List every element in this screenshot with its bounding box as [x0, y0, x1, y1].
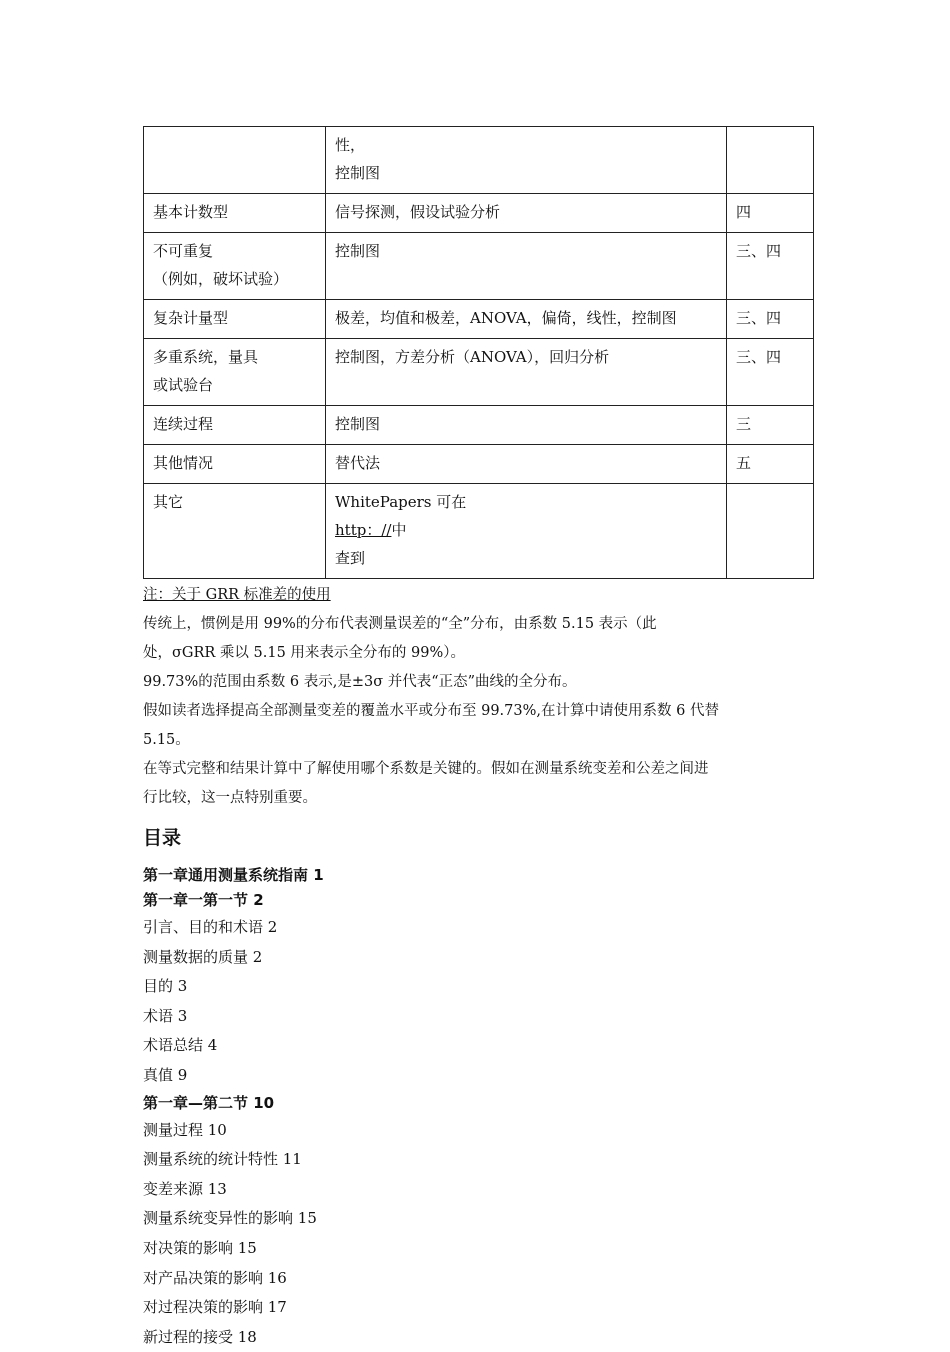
table-cell: [326, 484, 727, 579]
toc-entry[interactable]: 新过程的接受 18: [143, 1327, 257, 1346]
cell-text: [153, 131, 316, 159]
table-cell: [144, 233, 326, 300]
table-cell: [727, 445, 814, 484]
cell-text: 查到: [335, 549, 366, 567]
cell-text: 三、四: [736, 309, 782, 327]
cell-text: 性，: [335, 136, 366, 154]
toc-entry[interactable]: 测量数据的质量 2: [143, 947, 263, 966]
notes-line: 在等式完整和结果计算中了解使用哪个系数是关键的。假如在测量系统变差和公差之间进: [143, 761, 709, 777]
table-cell: [144, 406, 326, 445]
notes-line: 99.73%的范围由系数 6 表示,是±3σ 并代表“正态”曲线的全分布。: [143, 674, 577, 690]
toc-entry[interactable]: 变差来源 13: [143, 1179, 227, 1198]
table-of-contents: [143, 863, 813, 1352]
notes-line: 5.15。: [143, 732, 190, 748]
table-cell: [326, 127, 727, 194]
cell-text: 四: [736, 203, 752, 221]
table-row: [144, 233, 814, 300]
cell-text: 信号探测，假设试验分析: [335, 203, 501, 221]
whitepapers-link[interactable]: http：//: [335, 521, 392, 539]
cell-text: 复杂计量型: [153, 309, 229, 327]
table-row: [144, 339, 814, 406]
table-row: [144, 484, 814, 579]
table-cell: [144, 127, 326, 194]
table-cell: [144, 484, 326, 579]
cell-text: 控制图: [335, 164, 381, 182]
cell-text: 极差，均值和极差，ANOVA，偏倚，线性，控制图: [335, 309, 677, 327]
table-cell: [727, 127, 814, 194]
toc-entry[interactable]: 对过程决策的影响 17: [143, 1298, 287, 1317]
toc-entry[interactable]: 目的 3: [143, 977, 188, 996]
cell-text: 三、四: [736, 242, 782, 260]
document-page: [143, 126, 813, 1352]
toc-entry[interactable]: 对决策的影响 15: [143, 1238, 257, 1257]
table-cell: [727, 300, 814, 339]
toc-entry[interactable]: 真值 9: [143, 1065, 188, 1084]
table-cell: [326, 445, 727, 484]
table-cell: [144, 300, 326, 339]
methods-table-body: [144, 127, 814, 579]
cell-text: 连续过程: [153, 415, 214, 433]
link-suffix: 中: [391, 521, 407, 539]
cell-text: 多重系统，量具: [153, 348, 259, 366]
grr-notes: [143, 581, 813, 813]
cell-text: 替代法: [335, 454, 381, 472]
table-cell: [727, 194, 814, 233]
table-cell: [727, 339, 814, 406]
cell-text: 不可重复: [153, 242, 214, 260]
toc-entry[interactable]: 术语 3: [143, 1006, 188, 1025]
cell-text: [736, 131, 804, 159]
notes-line: 传统上，惯例是用 99%的分布代表测量误差的“全”分布，由系数 5.15 表示（此: [143, 616, 657, 632]
cell-text: 其他情况: [153, 454, 214, 472]
cell-text: WhitePapers 可在: [335, 493, 467, 511]
cell-text: 三、四: [736, 348, 782, 366]
cell-text: 或试验台: [153, 376, 214, 394]
toc-entry[interactable]: 对产品决策的影响 16: [143, 1268, 287, 1287]
toc-entry[interactable]: 测量系统变异性的影响 15: [143, 1209, 317, 1228]
table-cell: [326, 300, 727, 339]
cell-text: 五: [736, 454, 752, 472]
cell-text: [335, 516, 717, 544]
table-cell: [144, 194, 326, 233]
table-cell: [727, 484, 814, 579]
toc-entry[interactable]: 引言、目的和术语 2: [143, 918, 278, 936]
cell-text: 控制图: [335, 415, 381, 433]
table-cell: [326, 406, 727, 445]
table-cell: [326, 194, 727, 233]
notes-line: 假如读者选择提高全部测量变差的覆盖水平或分布至 99.73%,在计算中请使用系数 6 代替: [143, 703, 719, 719]
table-row: [144, 445, 814, 484]
notes-heading: 注：关于 GRR 标准差的使用: [143, 587, 331, 603]
table-cell: [727, 406, 814, 445]
cell-text: 基本计数型: [153, 203, 229, 221]
toc-entry[interactable]: 测量过程 10: [143, 1120, 227, 1139]
table-row: [144, 406, 814, 445]
cell-text: 控制图: [335, 242, 381, 260]
cell-text: （例如，破坏试验）: [153, 270, 289, 288]
cell-text: [736, 488, 804, 516]
toc-chapter-heading[interactable]: 第一章通用测量系统指南 1: [143, 866, 324, 884]
toc-chapter-heading[interactable]: 第一章一第一节 2: [143, 891, 264, 909]
table-row: [144, 300, 814, 339]
table-cell: [144, 445, 326, 484]
table-row: [144, 194, 814, 233]
notes-line: 行比较，这一点特别重要。: [143, 790, 317, 806]
table-cell: [727, 233, 814, 300]
toc-chapter-heading[interactable]: 第一章—第二节 10: [143, 1093, 275, 1112]
table-cell: [326, 233, 727, 300]
toc-entry[interactable]: 术语总结 4: [143, 1036, 218, 1055]
table-cell: [326, 339, 727, 406]
cell-text: 控制图，方差分析（ANOVA），回归分析: [335, 348, 610, 366]
methods-table: [143, 126, 814, 579]
toc-entry[interactable]: 测量系统的统计特性 11: [143, 1150, 302, 1169]
table-cell: [144, 339, 326, 406]
cell-text: 其它: [153, 493, 184, 511]
table-row: [144, 127, 814, 194]
toc-title: 目录: [143, 827, 182, 849]
notes-line: 处，σGRR 乘以 5.15 用来表示全分布的 99%）。: [143, 645, 466, 661]
cell-text: 三: [736, 415, 752, 433]
